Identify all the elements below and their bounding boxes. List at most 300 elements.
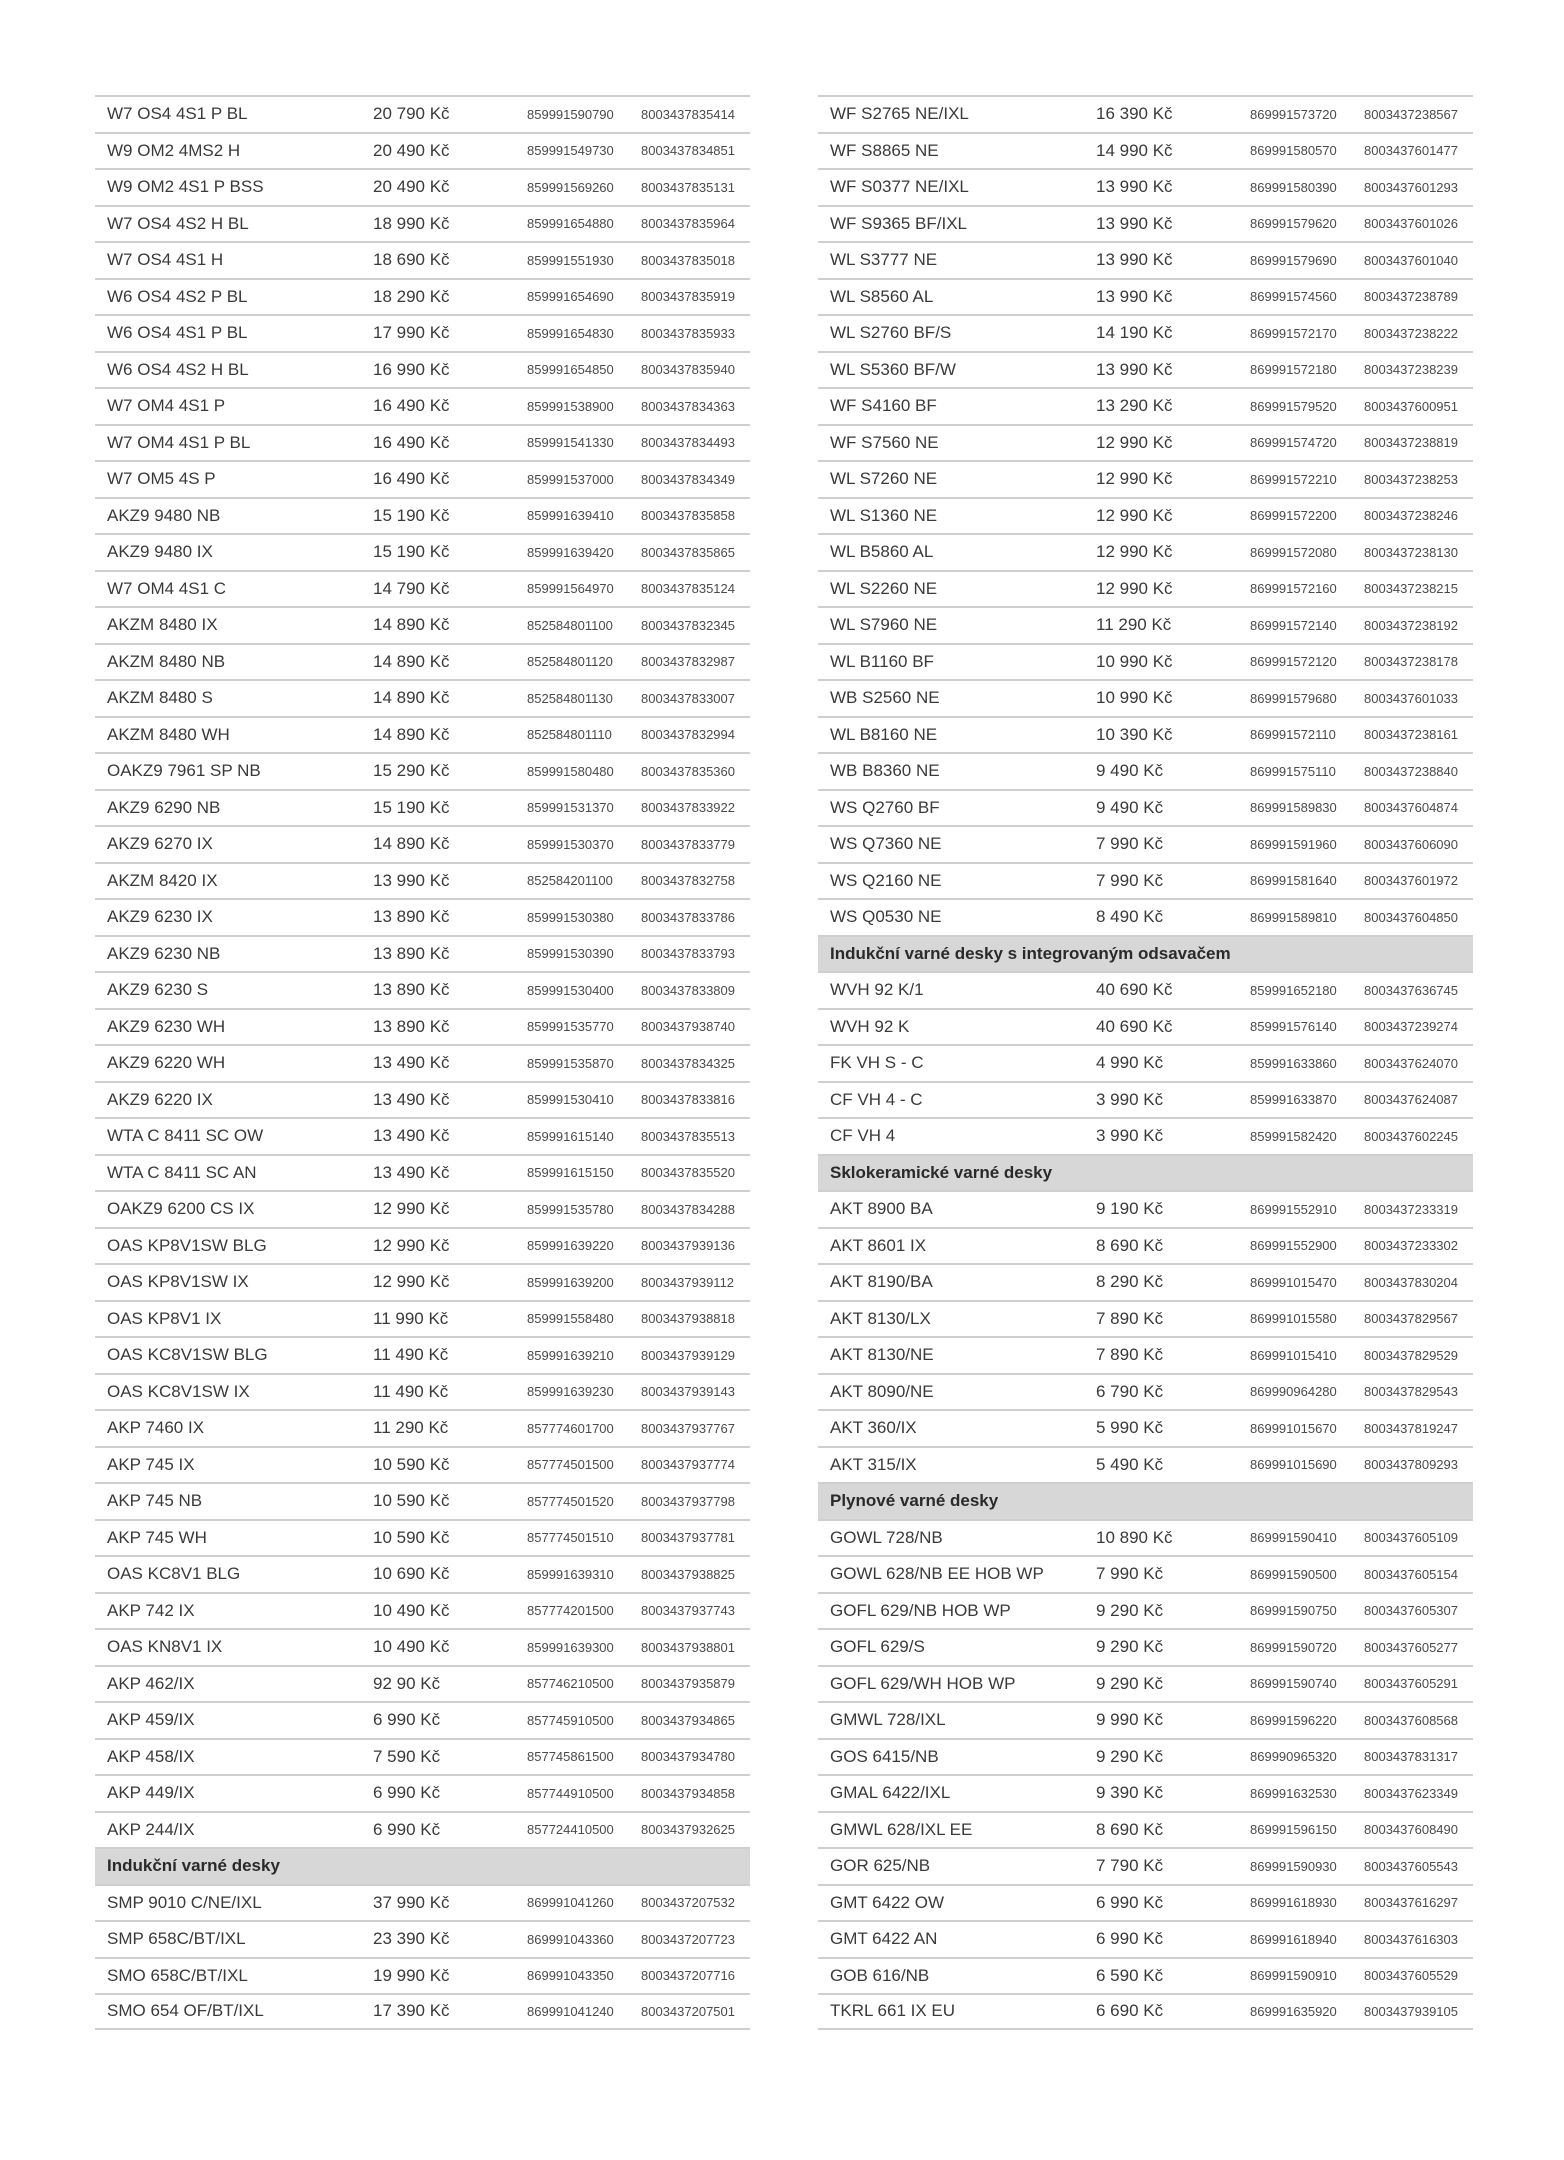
product-price: 6 990 Kč (1096, 1929, 1164, 1949)
product-model: AKT 8090/NE (830, 1381, 934, 1401)
product-model: W9 OM2 4MS2 H (107, 140, 241, 160)
ean-code-secondary: 8003437207501 (641, 2003, 735, 2019)
ean-code-secondary: 8003437835964 (641, 216, 735, 232)
product-price: 17 390 Kč (373, 2001, 450, 2021)
product-model: W7 OM4 4S1 P (107, 396, 226, 416)
ean-code-secondary: 8003437809293 (1364, 1457, 1458, 1473)
ean-code: 869991575110 (1250, 763, 1336, 779)
table-row (95, 1409, 750, 1446)
ean-code: 852584201100 (527, 873, 613, 889)
table-row (95, 570, 750, 607)
ean-code: 859991564970 (527, 581, 614, 597)
product-model: AKZM 8480 IX (107, 615, 218, 635)
price-list-left-column (95, 95, 750, 2030)
product-model: AKZ9 6290 NB (107, 797, 221, 817)
product-model: AKP 7460 IX (107, 1418, 205, 1438)
ean-code-secondary: 8003437835933 (641, 325, 735, 341)
ean-code-secondary: 8003437239274 (1364, 1019, 1458, 1035)
ean-code: 857744910500 (527, 1785, 614, 1801)
ean-code: 869991596220 (1250, 1712, 1337, 1728)
table-row (95, 862, 750, 899)
section-header (818, 1154, 1473, 1191)
ean-code-secondary: 8003437238789 (1364, 289, 1458, 305)
product-model: AKZM 8480 S (107, 688, 213, 708)
table-row (818, 351, 1473, 388)
product-price: 16 990 Kč (373, 359, 450, 379)
ean-code-secondary: 8003437832345 (641, 617, 735, 633)
product-price: 9 990 Kč (1096, 1710, 1164, 1730)
table-row (95, 1336, 750, 1373)
ean-code: 869991590500 (1250, 1566, 1337, 1582)
product-model: WF S2765 NE/IXL (830, 104, 969, 124)
table-row (818, 1628, 1473, 1665)
ean-code-secondary: 8003437601033 (1364, 690, 1458, 706)
table-row (95, 643, 750, 680)
product-model: AKT 360/IX (830, 1418, 917, 1438)
product-model: OAS KC8V1SW BLG (107, 1345, 268, 1365)
ean-code: 857774201500 (527, 1603, 614, 1619)
table-row (95, 1993, 750, 2030)
product-price: 11 490 Kč (373, 1381, 449, 1401)
product-price: 20 490 Kč (373, 140, 450, 160)
product-price: 3 990 Kč (1096, 1126, 1164, 1146)
section-title: Plynové varné desky (830, 1491, 999, 1511)
ean-code: 859991633870 (1250, 1092, 1337, 1108)
ean-code-secondary: 8003437835414 (641, 106, 735, 122)
table-row (818, 278, 1473, 315)
ean-code: 852584801130 (527, 690, 613, 706)
ean-code: 869991043360 (527, 1931, 614, 1947)
table-row (818, 1738, 1473, 1775)
product-model: GMAL 6422/IXL (830, 1783, 951, 1803)
ean-code-secondary: 8003437932625 (641, 1822, 735, 1838)
table-row (818, 1081, 1473, 1118)
product-price: 18 690 Kč (373, 250, 450, 270)
product-price: 6 990 Kč (1096, 1892, 1164, 1912)
table-row (95, 898, 750, 935)
product-price: 9 390 Kč (1096, 1783, 1164, 1803)
table-row (95, 1044, 750, 1081)
ean-code: 859991639200 (527, 1274, 614, 1290)
product-model: WL S1360 NE (830, 505, 938, 525)
ean-code-secondary: 8003437601026 (1364, 216, 1458, 232)
ean-code: 859991549730 (527, 143, 614, 159)
ean-code: 869991572140 (1250, 617, 1337, 633)
product-price: 17 990 Kč (373, 323, 450, 343)
table-row (95, 241, 750, 278)
table-row (95, 205, 750, 242)
table-row (95, 825, 750, 862)
product-model: AKT 8130/NE (830, 1345, 934, 1365)
ean-code-secondary: 8003437207723 (641, 1931, 735, 1947)
table-row (818, 1373, 1473, 1410)
ean-code: 869991015580 (1250, 1311, 1337, 1327)
ean-code: 869990964280 (1250, 1384, 1337, 1400)
ean-code-secondary: 8003437835919 (641, 289, 735, 305)
product-price: 9 190 Kč (1096, 1199, 1164, 1219)
product-model: AKP 244/IX (107, 1819, 195, 1839)
ean-code: 857745910500 (527, 1712, 614, 1728)
product-model: WL S8560 AL (830, 286, 934, 306)
product-model: OAS KP8V1SW IX (107, 1272, 249, 1292)
ean-code-secondary: 8003437238246 (1364, 508, 1458, 524)
ean-code-secondary: 8003437238215 (1364, 581, 1458, 597)
ean-code-secondary: 8003437937781 (641, 1530, 735, 1546)
product-model: OAS KP8V1SW BLG (107, 1235, 267, 1255)
ean-code-secondary: 8003437601293 (1364, 179, 1458, 195)
ean-code: 859991615140 (527, 1128, 614, 1144)
ean-code: 859991639210 (527, 1347, 614, 1363)
product-model: WS Q2160 NE (830, 870, 942, 890)
product-model: AKT 8900 BA (830, 1199, 933, 1219)
product-model: W6 OS4 4S1 P BL (107, 323, 248, 343)
ean-code-secondary: 8003437834493 (641, 435, 735, 451)
table-row (818, 789, 1473, 826)
ean-code: 869991015410 (1250, 1347, 1337, 1363)
table-row (818, 1774, 1473, 1811)
ean-code-secondary: 8003437238130 (1364, 544, 1458, 560)
product-model: AKT 315/IX (830, 1454, 917, 1474)
product-price: 13 290 Kč (1096, 396, 1173, 416)
table-row (818, 241, 1473, 278)
product-price: 15 290 Kč (373, 761, 450, 781)
product-model: WL S7260 NE (830, 469, 938, 489)
table-row (95, 1957, 750, 1994)
product-price: 13 990 Kč (1096, 250, 1173, 270)
table-row (818, 387, 1473, 424)
ean-code-secondary: 8003437605291 (1364, 1676, 1458, 1692)
product-model: WF S8865 NE (830, 140, 939, 160)
product-price: 10 590 Kč (373, 1527, 450, 1547)
table-row (95, 1373, 750, 1410)
ean-code: 869991015470 (1250, 1274, 1337, 1290)
product-model: WF S4160 BF (830, 396, 937, 416)
product-model: W7 OM4 4S1 P BL (107, 432, 251, 452)
ean-code: 859991639410 (527, 508, 614, 524)
product-model: AKP 462/IX (107, 1673, 195, 1693)
product-price: 12 990 Kč (373, 1199, 450, 1219)
product-price: 13 490 Kč (373, 1089, 450, 1109)
ean-code-secondary: 8003437834325 (641, 1055, 735, 1071)
table-row (95, 1263, 750, 1300)
table-row (95, 1920, 750, 1957)
ean-code-secondary: 8003437604874 (1364, 800, 1458, 816)
product-price: 7 990 Kč (1096, 1564, 1164, 1584)
table-row (95, 789, 750, 826)
ean-code-secondary: 8003437833793 (641, 946, 735, 962)
product-model: OAS KN8V1 IX (107, 1637, 223, 1657)
ean-code: 859991615150 (527, 1165, 614, 1181)
ean-code: 859991639300 (527, 1639, 614, 1655)
product-price: 13 890 Kč (373, 943, 450, 963)
ean-code-secondary: 8003437835858 (641, 508, 735, 524)
ean-code-secondary: 8003437829529 (1364, 1347, 1458, 1363)
product-model: FK VH S - C (830, 1053, 924, 1073)
table-row (95, 1081, 750, 1118)
ean-code: 859991530400 (527, 982, 614, 998)
ean-code: 869991043350 (527, 1968, 614, 1984)
ean-code: 869991572110 (1250, 727, 1336, 743)
table-row (818, 497, 1473, 534)
table-row (818, 1847, 1473, 1884)
table-row (818, 971, 1473, 1008)
ean-code-secondary: 8003437624087 (1364, 1092, 1458, 1108)
ean-code: 869991581640 (1250, 873, 1337, 889)
ean-code: 859991639420 (527, 544, 614, 560)
ean-code-secondary: 8003437623349 (1364, 1785, 1458, 1801)
table-row (95, 533, 750, 570)
product-model: AKP 745 WH (107, 1527, 207, 1547)
ean-code: 869991590910 (1250, 1968, 1337, 1984)
ean-code-secondary: 8003437616303 (1364, 1931, 1458, 1947)
product-price: 11 290 Kč (373, 1418, 449, 1438)
ean-code-secondary: 8003437601972 (1364, 873, 1458, 889)
table-row (95, 1628, 750, 1665)
product-price: 7 890 Kč (1096, 1345, 1164, 1365)
product-price: 12 990 Kč (1096, 505, 1173, 525)
product-model: GOB 616/NB (830, 1965, 930, 1985)
table-row (95, 95, 750, 132)
product-price: 14 890 Kč (373, 615, 450, 635)
ean-code: 869991579690 (1250, 252, 1337, 268)
product-model: SMO 658C/BT/IXL (107, 1965, 248, 1985)
product-model: AKZM 8480 NB (107, 651, 226, 671)
ean-code-secondary: 8003437238222 (1364, 325, 1458, 341)
product-price: 15 190 Kč (373, 797, 450, 817)
ean-code: 852584801120 (527, 654, 613, 670)
table-row (95, 1008, 750, 1045)
ean-code: 869991579680 (1250, 690, 1337, 706)
product-model: CF VH 4 - C (830, 1089, 923, 1109)
product-model: GOWL 628/NB EE HOB WP (830, 1564, 1044, 1584)
product-price: 10 990 Kč (1096, 651, 1173, 671)
ean-code-secondary: 8003437835513 (641, 1128, 735, 1144)
product-model: W7 OM4 4S1 C (107, 578, 227, 598)
product-price: 16 490 Kč (373, 469, 450, 489)
ean-code: 869991572160 (1250, 581, 1337, 597)
ean-code-secondary: 8003437831317 (1364, 1749, 1458, 1765)
product-model: W9 OM2 4S1 P BSS (107, 177, 264, 197)
table-row (818, 1555, 1473, 1592)
ean-code: 869991572200 (1250, 508, 1337, 524)
product-price: 14 890 Kč (373, 651, 450, 671)
product-price: 15 190 Kč (373, 542, 450, 562)
product-model: W7 OS4 4S1 P BL (107, 104, 248, 124)
product-price: 13 990 Kč (1096, 359, 1173, 379)
product-model: GMWL 628/IXL EE (830, 1819, 973, 1839)
product-model: SMP 9010 C/NE/IXL (107, 1892, 262, 1912)
section-title: Sklokeramické varné desky (830, 1162, 1053, 1182)
product-price: 9 490 Kč (1096, 797, 1164, 817)
product-model: WS Q2760 BF (830, 797, 940, 817)
product-price: 18 290 Kč (373, 286, 450, 306)
product-price: 12 990 Kč (373, 1235, 450, 1255)
ean-code: 857774501520 (527, 1493, 614, 1509)
product-model: AKZ9 9480 IX (107, 542, 213, 562)
ean-code: 857746210500 (527, 1676, 614, 1692)
product-price: 6 990 Kč (373, 1819, 441, 1839)
product-price: 9 290 Kč (1096, 1746, 1164, 1766)
ean-code: 869991015690 (1250, 1457, 1337, 1473)
product-price: 40 690 Kč (1096, 980, 1173, 1000)
ean-code-secondary: 8003437605543 (1364, 1858, 1458, 1874)
table-row (818, 1665, 1473, 1702)
product-model: GMWL 728/IXL (830, 1710, 946, 1730)
ean-code-secondary: 8003437835520 (641, 1165, 735, 1181)
product-price: 10 490 Kč (373, 1637, 450, 1657)
product-price: 23 390 Kč (373, 1929, 450, 1949)
table-row (818, 1957, 1473, 1994)
product-model: AKZ9 6230 IX (107, 907, 213, 927)
product-model: AKZ9 6220 WH (107, 1053, 226, 1073)
table-row (95, 1190, 750, 1227)
product-model: GOFL 629/NB HOB WP (830, 1600, 1011, 1620)
product-model: AKT 8130/LX (830, 1308, 931, 1328)
ean-code-secondary: 8003437834851 (641, 143, 735, 159)
ean-code: 859991654830 (527, 325, 614, 341)
product-model: WTA C 8411 SC AN (107, 1162, 257, 1182)
product-price: 13 890 Kč (373, 1016, 450, 1036)
table-row (95, 971, 750, 1008)
product-model: WL S2760 BF/S (830, 323, 952, 343)
table-row (818, 825, 1473, 862)
ean-code-secondary: 8003437616297 (1364, 1895, 1458, 1911)
table-row (95, 1117, 750, 1154)
table-row (95, 497, 750, 534)
product-model: WS Q0530 NE (830, 907, 942, 927)
ean-code-secondary: 8003437238819 (1364, 435, 1458, 451)
product-price: 14 190 Kč (1096, 323, 1173, 343)
table-row (818, 424, 1473, 461)
ean-code-secondary: 8003437833007 (641, 690, 735, 706)
ean-code-secondary: 8003437833786 (641, 909, 735, 925)
product-model: AKZ9 6230 NB (107, 943, 221, 963)
table-row (95, 752, 750, 789)
table-row (818, 460, 1473, 497)
table-row (95, 1446, 750, 1483)
ean-code-secondary: 8003437233319 (1364, 1201, 1458, 1217)
ean-code: 869991590740 (1250, 1676, 1337, 1692)
ean-code-secondary: 8003437934865 (641, 1712, 735, 1728)
table-row (95, 1665, 750, 1702)
ean-code: 857745861500 (527, 1749, 614, 1765)
product-price: 6 990 Kč (373, 1710, 441, 1730)
ean-code: 859991530370 (527, 836, 614, 852)
table-row (95, 1519, 750, 1556)
ean-code-secondary: 8003437207532 (641, 1895, 735, 1911)
ean-code-secondary: 8003437835018 (641, 252, 735, 268)
table-row (818, 1446, 1473, 1483)
product-price: 5 990 Kč (1096, 1418, 1164, 1438)
product-model: WL B5860 AL (830, 542, 934, 562)
table-row (95, 1555, 750, 1592)
product-price: 12 990 Kč (1096, 542, 1173, 562)
product-price: 14 890 Kč (373, 724, 450, 744)
ean-code-secondary: 8003437939143 (641, 1384, 735, 1400)
product-price: 5 490 Kč (1096, 1454, 1164, 1474)
ean-code: 869991590720 (1250, 1639, 1337, 1655)
ean-code: 869991041260 (527, 1895, 614, 1911)
table-row (95, 1300, 750, 1337)
ean-code: 869990965320 (1250, 1749, 1337, 1765)
ean-code-secondary: 8003437834288 (641, 1201, 735, 1217)
ean-code-secondary: 8003437835940 (641, 362, 735, 378)
table-row (818, 1190, 1473, 1227)
table-row (818, 1117, 1473, 1154)
product-price: 7 790 Kč (1096, 1856, 1164, 1876)
product-price: 13 490 Kč (373, 1053, 450, 1073)
ean-code: 859991654850 (527, 362, 614, 378)
ean-code-secondary: 8003437934858 (641, 1785, 735, 1801)
table-row (818, 570, 1473, 607)
product-price: 16 490 Kč (373, 432, 450, 452)
ean-code: 857774501500 (527, 1457, 614, 1473)
table-row (95, 1884, 750, 1921)
ean-code: 869991590410 (1250, 1530, 1337, 1546)
ean-code-secondary: 8003437238239 (1364, 362, 1458, 378)
table-row (95, 351, 750, 388)
section-title: Indukční varné desky (107, 1856, 280, 1876)
product-price: 6 990 Kč (373, 1783, 441, 1803)
table-row (95, 1227, 750, 1264)
table-row (95, 387, 750, 424)
product-price: 20 490 Kč (373, 177, 450, 197)
product-model: TKRL 661 IX EU (830, 2001, 956, 2021)
ean-code: 859991535780 (527, 1201, 614, 1217)
ean-code: 869991574720 (1250, 435, 1337, 451)
product-model: OAS KC8V1SW IX (107, 1381, 250, 1401)
product-price: 7 890 Kč (1096, 1308, 1164, 1328)
product-price: 11 290 Kč (1096, 615, 1172, 635)
product-price: 13 890 Kč (373, 980, 450, 1000)
product-price: 12 990 Kč (1096, 432, 1173, 452)
product-model: OAKZ9 6200 CS IX (107, 1199, 255, 1219)
product-price: 13 990 Kč (1096, 177, 1173, 197)
table-row (818, 314, 1473, 351)
ean-code: 859991639220 (527, 1238, 614, 1254)
ean-code-secondary: 8003437605109 (1364, 1530, 1458, 1546)
table-row (818, 606, 1473, 643)
ean-code-secondary: 8003437937743 (641, 1603, 735, 1619)
product-price: 92 90 Kč (373, 1673, 441, 1693)
ean-code-secondary: 8003437830204 (1364, 1274, 1458, 1290)
product-model: AKZM 8480 WH (107, 724, 230, 744)
section-header (95, 1847, 750, 1884)
product-price: 13 490 Kč (373, 1126, 450, 1146)
table-row (818, 1993, 1473, 2030)
product-price: 4 990 Kč (1096, 1053, 1164, 1073)
product-model: W7 OS4 4S2 H BL (107, 213, 249, 233)
ean-code-secondary: 8003437832987 (641, 654, 735, 670)
ean-code: 852584801100 (527, 617, 613, 633)
product-model: AKT 8601 IX (830, 1235, 927, 1255)
ean-code-secondary: 8003437833809 (641, 982, 735, 998)
table-row (95, 1701, 750, 1738)
product-price: 13 990 Kč (1096, 213, 1173, 233)
ean-code: 869991041240 (527, 2003, 614, 2019)
ean-code-secondary: 8003437833816 (641, 1092, 735, 1108)
ean-code-secondary: 8003437238192 (1364, 617, 1458, 633)
ean-code-secondary: 8003437938740 (641, 1019, 735, 1035)
ean-code: 869991635920 (1250, 2003, 1337, 2019)
ean-code: 859991633860 (1250, 1055, 1337, 1071)
product-model: AKP 459/IX (107, 1710, 195, 1730)
ean-code-secondary: 8003437835124 (641, 581, 735, 597)
table-row (818, 752, 1473, 789)
product-model: CF VH 4 (830, 1126, 896, 1146)
table-row (818, 533, 1473, 570)
product-price: 6 690 Kč (1096, 2001, 1164, 2021)
